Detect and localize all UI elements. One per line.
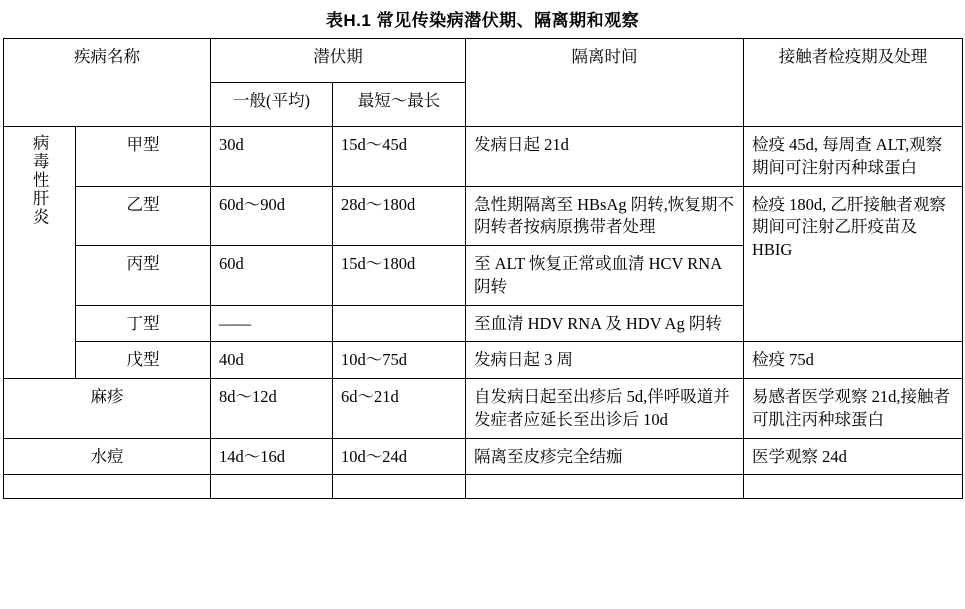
table-row	[4, 342, 963, 379]
header-incubation-general: 一般(平均)	[211, 83, 333, 127]
cell-incubation-range: 15d～45d	[333, 127, 466, 187]
cell-incubation-general: 8d～12d	[211, 379, 333, 439]
header-incubation-range: 最短～最长	[333, 83, 466, 127]
cell-subtype: 戊型	[76, 342, 211, 379]
table-row	[4, 186, 963, 246]
cell-subtype: 甲型	[76, 127, 211, 187]
table-row-partial	[4, 475, 963, 499]
header-contact-quarantine: 接触者检疫期及处理	[744, 39, 963, 127]
cell-incubation-range	[333, 305, 466, 342]
cell-isolation: 至血清 HDV RNA 及 HDV Ag 阴转	[466, 305, 744, 342]
cell-subtype: 丁型	[76, 305, 211, 342]
cell-contact-empty	[744, 475, 963, 499]
cell-incubation-general: ——	[211, 305, 333, 342]
cell-contact: 检疫 45d, 每周查 ALT,观察期间可注射丙种球蛋白	[744, 127, 963, 187]
cell-contact: 易感者医学观察 21d,接触者可肌注丙种球蛋白	[744, 379, 963, 439]
table-row	[4, 438, 963, 475]
table-row	[4, 379, 963, 439]
cell-incubation-range-empty	[333, 475, 466, 499]
cell-subtype-empty	[4, 475, 211, 499]
cell-isolation-empty	[466, 475, 744, 499]
cell-incubation-general: 60d	[211, 246, 333, 306]
cell-isolation: 发病日起 3 周	[466, 342, 744, 379]
cell-isolation: 至 ALT 恢复正常或血清 HCV RNA 阴转	[466, 246, 744, 306]
cell-subtype: 乙型	[76, 186, 211, 246]
cell-incubation-range: 15d～180d	[333, 246, 466, 306]
table-row	[4, 127, 963, 187]
cell-subtype: 丙型	[76, 246, 211, 306]
cell-incubation-general: 40d	[211, 342, 333, 379]
cell-contact: 检疫 75d	[744, 342, 963, 379]
cell-incubation-range: 10d～24d	[333, 438, 466, 475]
group-label-text: 病毒性肝炎	[30, 134, 50, 227]
cell-incubation-range: 10d～75d	[333, 342, 466, 379]
cell-isolation: 发病日起 21d	[466, 127, 744, 187]
table-caption: 表H.1 常见传染病潜伏期、隔离期和观察	[325, 11, 640, 30]
header-disease-name: 疾病名称	[4, 39, 211, 127]
table-header-row-1	[4, 39, 963, 83]
cell-subtype: 麻疹	[4, 379, 211, 439]
cell-incubation-range: 28d～180d	[333, 186, 466, 246]
cell-subtype: 水痘	[4, 438, 211, 475]
header-isolation-time: 隔离时间	[466, 39, 744, 127]
cell-isolation: 急性期隔离至 HBsAg 阴转,恢复期不阴转者按病原携带者处理	[466, 186, 744, 246]
cell-isolation: 隔离至皮疹完全结痂	[466, 438, 744, 475]
cell-incubation-range: 6d～21d	[333, 379, 466, 439]
cell-contact: 检疫 180d, 乙肝接触者观察期间可注射乙肝疫苗及 HBIG	[744, 186, 963, 342]
infectious-disease-table	[3, 38, 963, 499]
cell-isolation: 自发病日起至出疹后 5d,伴呼吸道并发症者应延长至出诊后 10d	[466, 379, 744, 439]
cell-incubation-general: 14d～16d	[211, 438, 333, 475]
cell-incubation-general: 60d～90d	[211, 186, 333, 246]
cell-incubation-general: 30d	[211, 127, 333, 187]
cell-contact: 医学观察 24d	[744, 438, 963, 475]
header-incubation: 潜伏期	[211, 39, 466, 83]
cell-incubation-general-empty	[211, 475, 333, 499]
row-group-label-viral-hepatitis	[4, 127, 76, 379]
